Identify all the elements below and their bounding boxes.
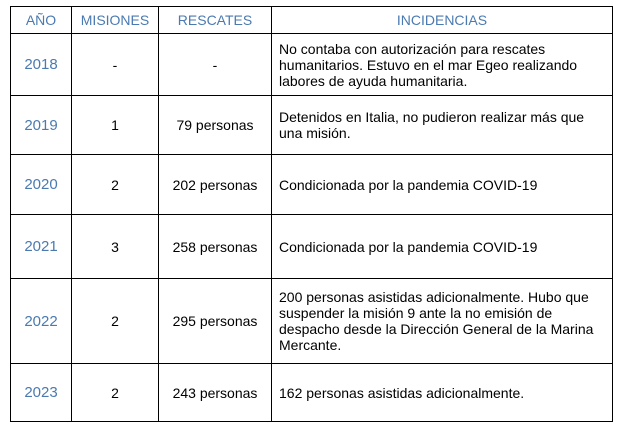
missions-cell: 2 [72,155,159,215]
table-row [11,96,613,155]
rescues-cell: 295 personas [159,279,272,364]
rescues-cell: - [159,34,272,96]
rescues-cell: 79 personas [159,96,272,155]
rescues-cell: 243 personas [159,364,272,422]
missions-cell: 2 [72,279,159,364]
incidents-cell: 162 personas asistidas adicionalmente. [272,364,613,422]
header-rescues: RESCATES [159,7,272,34]
rescues-cell: 202 personas [159,155,272,215]
incidents-cell: Detenidos en Italia, no pudieron realizar más que una misión. [272,96,613,155]
rescues-cell: 258 personas [159,215,272,279]
table-row [11,364,613,422]
missions-cell: 1 [72,96,159,155]
table-row [11,279,613,364]
year-cell: 2018 [11,34,72,96]
year-cell: 2021 [11,215,72,279]
table-row [11,34,613,96]
incidents-cell: 200 personas asistidas adicionalmente. Hubo que suspender la misión 9 ante la no emisión de despacho desde la Dirección General de la Marina Mercante. [272,279,613,364]
year-cell: 2023 [11,364,72,422]
missions-cell: - [72,34,159,96]
table-row [11,155,613,215]
year-cell: 2020 [11,155,72,215]
incidents-cell: Condicionada por la pandemia COVID-19 [272,155,613,215]
header-missions: MISIONES [72,7,159,34]
missions-cell: 3 [72,215,159,279]
table-row [11,215,613,279]
header-year: AÑO [11,7,72,34]
incidents-cell: Condicionada por la pandemia COVID-19 [272,215,613,279]
rescue-missions-table [10,6,613,422]
header-incidents: INCIDENCIAS [272,7,613,34]
table-header-row [11,7,613,34]
incidents-cell: No contaba con autorización para rescates humanitarios. Estuvo en el mar Egeo realizando labores de ayuda humanitaria. [272,34,613,96]
year-cell: 2019 [11,96,72,155]
missions-cell: 2 [72,364,159,422]
year-cell: 2022 [11,279,72,364]
